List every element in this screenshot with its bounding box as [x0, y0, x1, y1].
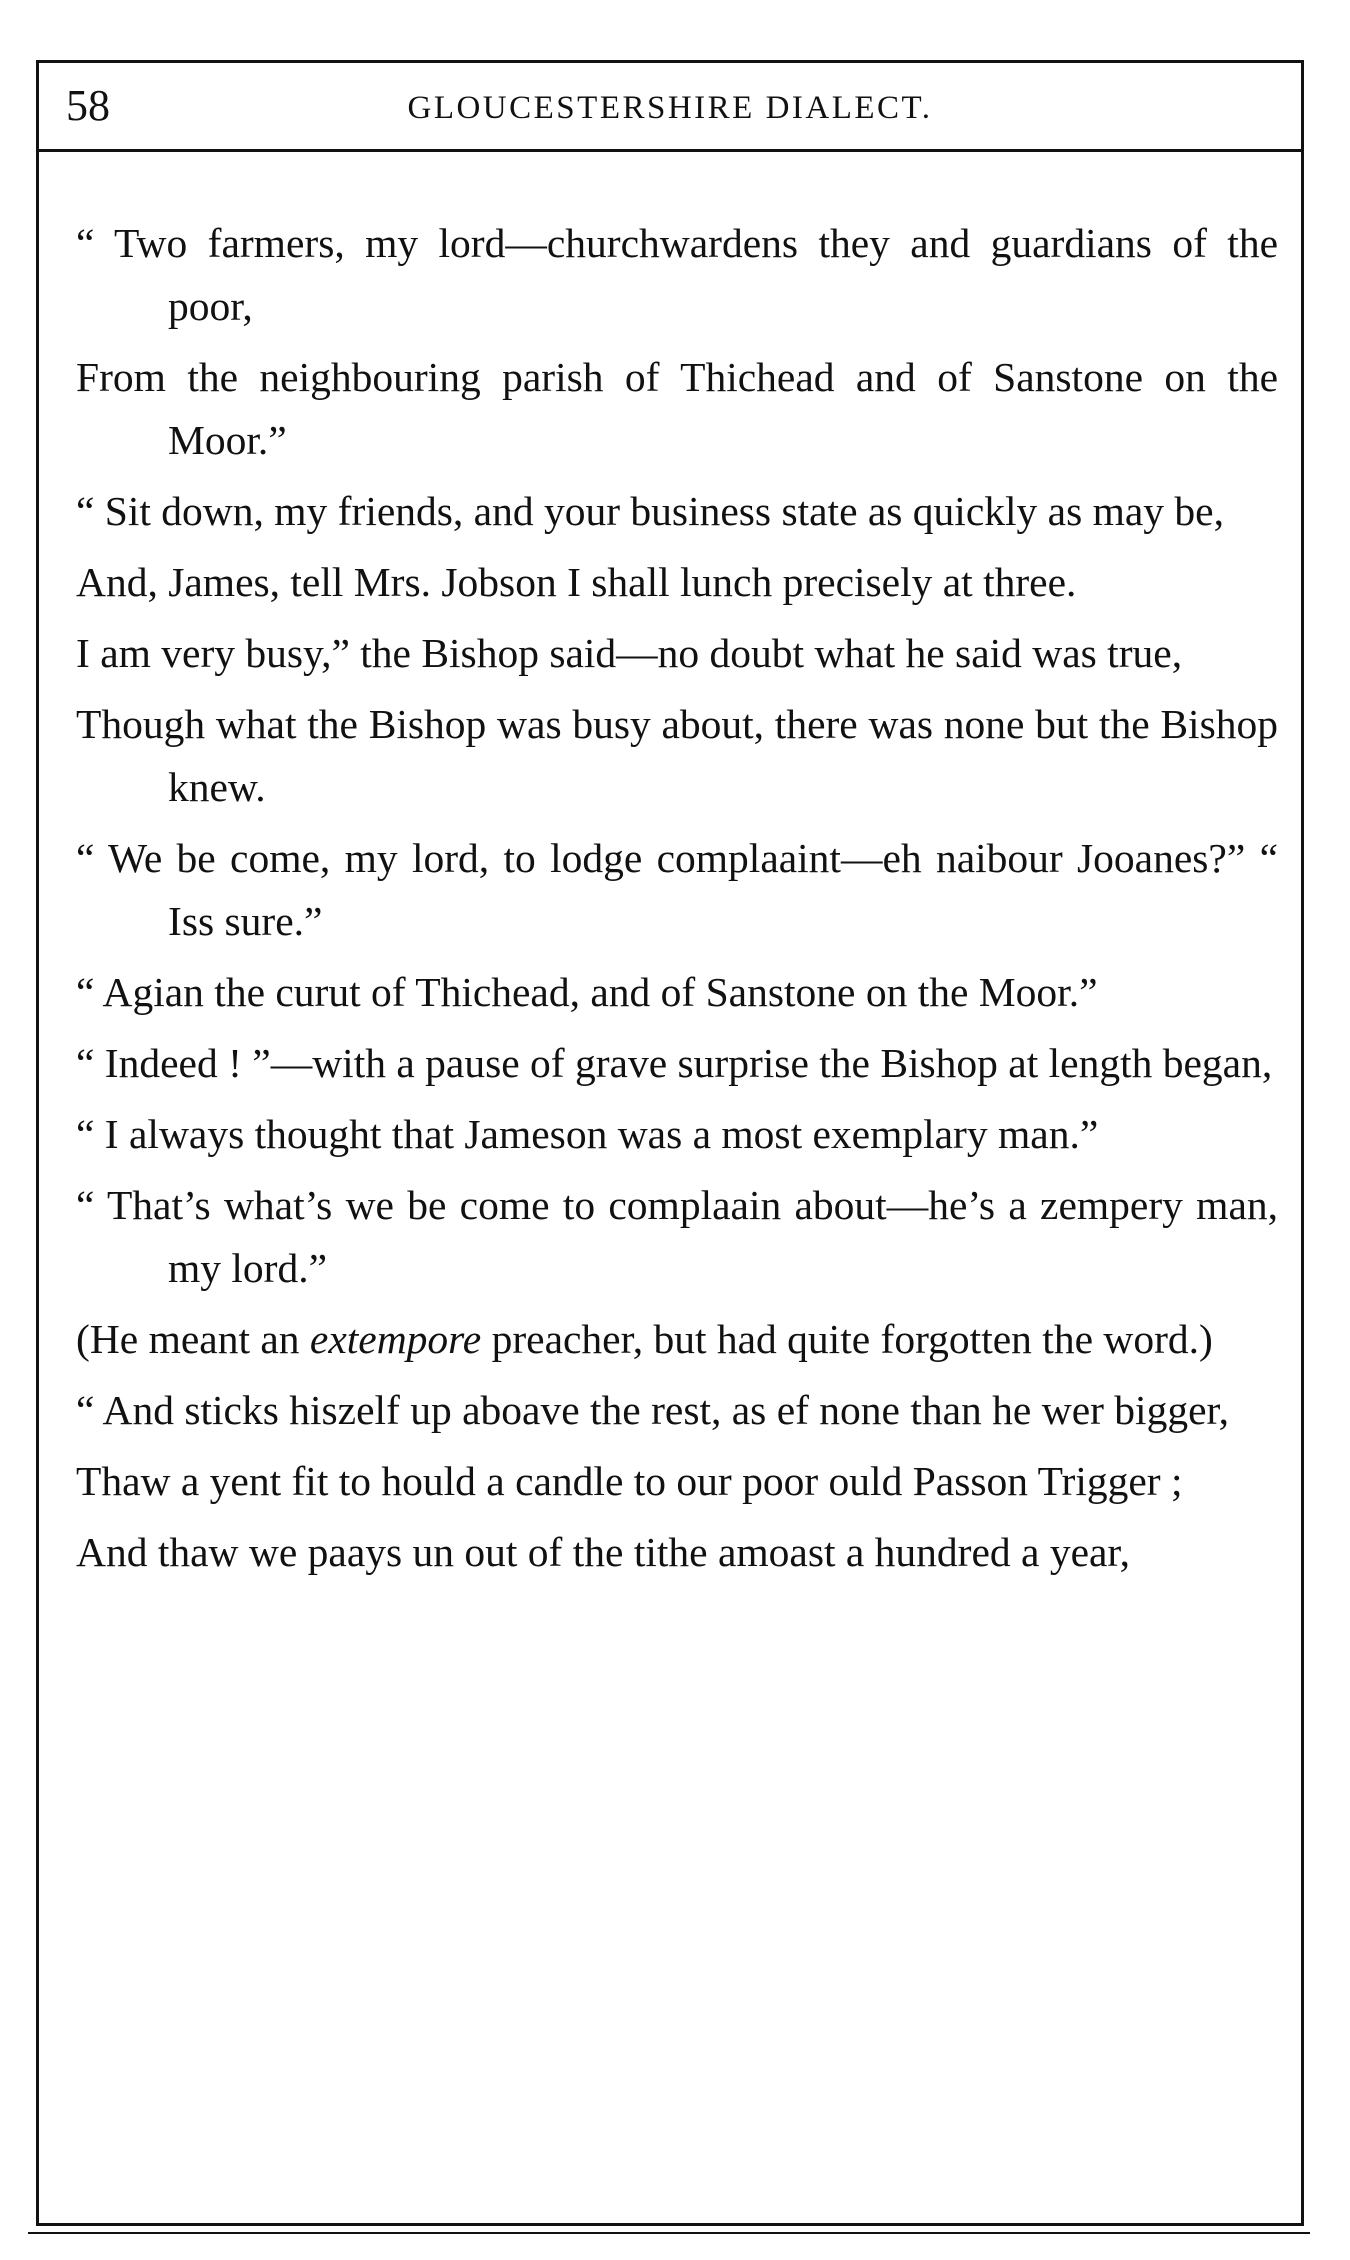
verse-line: Thaw a yent fit to hould a candle to our poor ould Passon Trigger ;	[76, 1458, 1183, 1504]
poem-body	[76, 212, 1278, 1592]
page-number: 58	[66, 81, 110, 130]
bottom-rule	[28, 2232, 1310, 2234]
verse-line: I am very busy,” the Bishop said—no doubt what he said was true,	[76, 630, 1183, 676]
aside-text-after: preacher, but had quite forgotten the word.)	[481, 1316, 1213, 1362]
page-header	[36, 60, 1304, 152]
italic-word: extempore	[309, 1316, 482, 1362]
running-title: GLOUCESTERSHIRE DIALECT.	[407, 90, 933, 126]
verse-line: And thaw we paays un out of the tithe amoast a hundred a year,	[76, 1529, 1130, 1575]
verse-line: “ Indeed ! ”—with a pause of grave surprise the Bishop at length began,	[76, 1040, 1273, 1086]
verse-line: “ Two farmers, my lord—churchwardens they and guardians of the poor,	[76, 220, 1278, 329]
verse-line: “ I always thought that Jameson was a most exemplary man.”	[76, 1111, 1099, 1157]
verse-line: “ Sit down, my friends, and your business state as quickly as may be,	[76, 488, 1224, 534]
verse-line: “ And sticks hiszelf up aboave the rest, as ef none than he wer bigger,	[76, 1387, 1230, 1433]
verse-line: “ We be come, my lord, to lodge complaaint—eh naibour Jooanes?” “ Iss sure.”	[76, 835, 1278, 944]
verse-line: “ Agian the curut of Thichead, and of Sanstone on the Moor.”	[76, 969, 1098, 1015]
verse-line: And, James, tell Mrs. Jobson I shall lunch precisely at three.	[76, 559, 1077, 605]
verse-line-aside	[76, 1308, 1278, 1371]
verse-line: “ That’s what’s we be come to complaain about—he’s a zempery man, my lord.”	[76, 1182, 1278, 1291]
aside-text-before: (He meant an	[76, 1316, 310, 1362]
verse-line: From the neighbouring parish of Thichead and of Sanstone on the Moor.”	[76, 354, 1278, 463]
verse-line: Though what the Bishop was busy about, there was none but the Bishop knew.	[76, 701, 1278, 810]
